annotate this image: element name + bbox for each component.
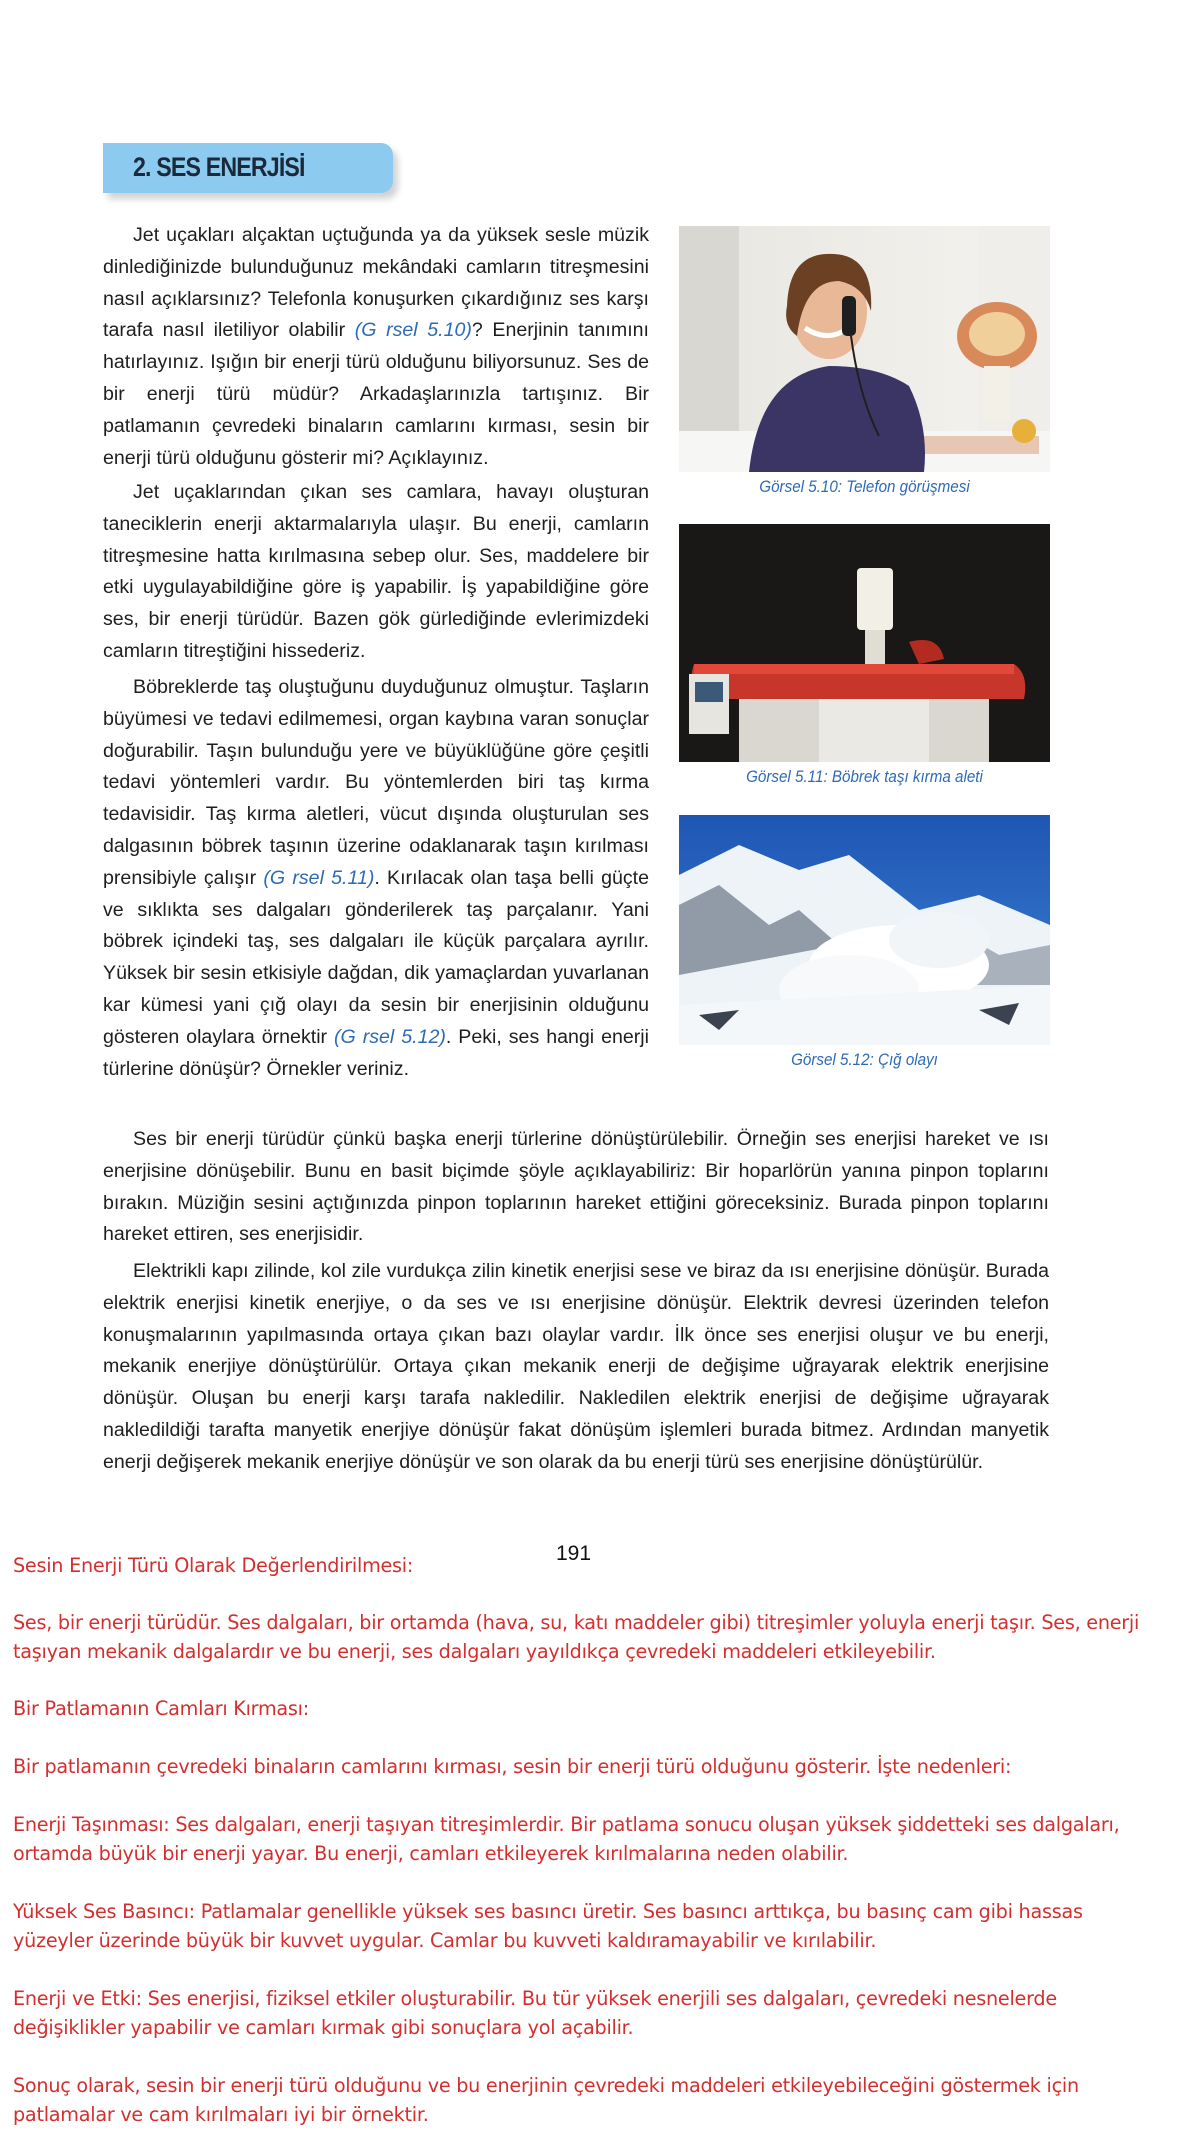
phone-call-photo (679, 226, 1050, 472)
note-energy-effect: Enerji ve Etki: Ses enerjisi, fiziksel etkiler oluşturabilir. Bu tür yüksek enerjili ses dalgaları, çevredeki nesnelerde değişiklikler yapabilir ve camları kırmak gibi sonuçlara yol açabilir. (13, 1987, 1057, 2039)
avalanche-photo (679, 815, 1050, 1045)
note-explosion-intro: Bir patlamanın çevredeki binaların camlarını kırması, sesin bir enerji türü olduğunu gösterir. İşte nedenleri: (13, 1755, 1012, 1778)
paragraph-3: Böbreklerde taş oluştuğunu duyduğunuz olmuştur. Taşların büyümesi ve tedavi edilmemesi, organ kaybına varan sonuçlar doğurabilir. Taşın bulunduğu yere ve büyüklüğüne göre çeşitli tedavi yöntemleri vardır. Bu yöntemlerden biri taş kırma tedavisidir. Taş kırma aletleri, vücut dışında oluşturulan ses dalgasının böbrek taşının üzerine odaklanarak taşın kırılması prensibiyle çalışır (G rsel 5.11). Kırılacak olan taşa belli güçte ve sıklıkta ses dalgaları gönderilerek taş parçalanır. Yani böbrek içindeki taş, ses dalgaları ile küçük parçalara ayrılır. Yüksek bir sesin etkisiyle dağdan, dik yamaçlardan yuvarlanan kar kümesi yani çığ olayı da sesin bir enerjisinin olduğunu gösteren olaylara örnektir (G rsel 5.12). Peki, ses hangi enerji türlerine dönüşür? Örnekler veriniz. (103, 676, 650, 1080)
section-title: 2. SES ENERJİSİ (133, 152, 305, 182)
paragraph-1: Jet uçakları alçaktan uçtuğunda ya da yüksek sesle müzik dinlediğinizde bulunduğunuz mekândaki camların titreşmesini nasıl açıklarsınız? Telefonla konuşurken çıkardığınız ses karşı tarafa nasıl iletiliyor olabilir (G rsel 5.10)? Enerjinin tanımını hatırlayınız. Işığın bir enerji türü olduğunu biliyorsunuz. Ses de bir enerji türü müdür? Arkadaşlarınızla tartışınız. Bir patlamanın çevredeki binaların camlarını kırması, sesin bir enerji türü olduğunu gösterir mi? Açıklayınız. (103, 224, 649, 469)
note-energy-transfer: Enerji Taşınması: Ses dalgaları, enerji taşıyan titreşimlerdir. Bir patlama sonucu oluşan yüksek şiddetteki ses dalgaları, ortamda büyük bir enerji yayar. Bu enerji, camları etkileyerek kırılmalarına neden olabilir. (13, 1813, 1120, 1865)
figure-reference[interactable]: (G rsel 5.12) (334, 1025, 446, 1048)
figure-caption: Görsel 5.12: Çığ olayı (791, 1051, 938, 1069)
paragraph-2: Jet uçaklarından çıkan ses camlara, havayı oluşturan taneciklerin enerji aktarmalarıyla ulaşır. Bu enerji, camların titreşmesine hatta kırılmasına sebep olur. Ses, maddelere bir etki uygulayabildiğine göre iş yapabilir. İş yapabildiğine göre ses, bir enerji türüdür. Bazen gök gürlediğinde evlerimizdeki camların titreştiğini hissederiz. (103, 481, 649, 662)
section-header (103, 143, 393, 193)
note-conclusion: Sonuç olarak, sesin bir enerji türü olduğunu ve bu enerjinin çevredeki maddeleri etkileyebileceğini göstermek için patlamalar ve cam kırılmaları iyi bir örnektir. (13, 2074, 1079, 2126)
paragraph-5: Elektrikli kapı zilinde, kol zile vurdukça zilin kinetik enerjisi sese ve biraz da ısı enerjisine dönüşür. Burada elektrik enerjisi kinetik enerjiye, o da ses ve ısı enerjisine dönüşür. Elektrik devresi üzerinden telefon konuşmalarının yapılmasında ortaya çıkan bazı olaylar vardır. İlk önce ses enerjisi oluşur ve bu enerji, mekanik enerjiye dönüştürülür. Ortaya çıkan mekanik enerji de değişime uğrayarak elektrik enerjisine dönüşür. Oluşan bu enerji karşı tarafa nakledilir. Nakledilen elektrik enerjisi de değişime uğrayarak nakledildiği tarafta manyetik enerjiye dönüşür fakat dönüşüm işlemleri burada bitmez. Ardından manyetik enerji değişerek mekanik enerjiye dönüşür ve son olarak da bu enerji türü ses enerjisine dönüştürülür. (103, 1260, 1049, 1473)
figure-reference[interactable]: (G rsel 5.11) (263, 866, 375, 889)
figure-reference[interactable]: (G rsel 5.10) (354, 319, 472, 342)
lithotripter-photo (679, 524, 1050, 762)
note-energy-type: Ses, bir enerji türüdür. Ses dalgaları, bir ortamda (hava, su, katı maddeler gibi) titreşimler yoluyla enerji taşır. Ses, enerji taşıyan mekanik dalgalardır ve bu enerji, ses dalgaları yayıldıkça çevredeki maddeleri etkileyebilir. (13, 1611, 1140, 1663)
note-heading-explosion: Bir Patlamanın Camları Kırması: (13, 1697, 309, 1720)
figure-caption: Görsel 5.11: Böbrek taşı kırma aleti (746, 768, 983, 786)
note-sound-pressure: Yüksek Ses Basıncı: Patlamalar genellikle yüksek ses basıncı üretir. Ses basıncı arttıkça, bu basınç cam gibi hassas yüzeyler üzerinde büyük bir kuvvet uygular. Camlar bu kuvveti kaldıramayabilir ve kırılabilir. (13, 1900, 1083, 1952)
note-heading-energy-type: Sesin Enerji Türü Olarak Değerlendirilmesi: (13, 1554, 414, 1577)
figure-caption: Görsel 5.10: Telefon görüşmesi (759, 478, 970, 496)
paragraph-4: Ses bir enerji türüdür çünkü başka enerji türlerine dönüştürülebilir. Örneğin ses enerjisi hareket ve ısı enerjisine dönüşebilir. Bunu en basit biçimde şöyle açıklayabiliriz: Bir hoparlörün yanına pinpon toplarını bırakın. Müziğin sesini açtığınızda pinpon toplarının hareket ettiğini göreceksiniz. Burada pinpon toplarını hareket ettiren, ses enerjisidir. (103, 1128, 1049, 1246)
page-number: 191 (556, 1542, 592, 1565)
